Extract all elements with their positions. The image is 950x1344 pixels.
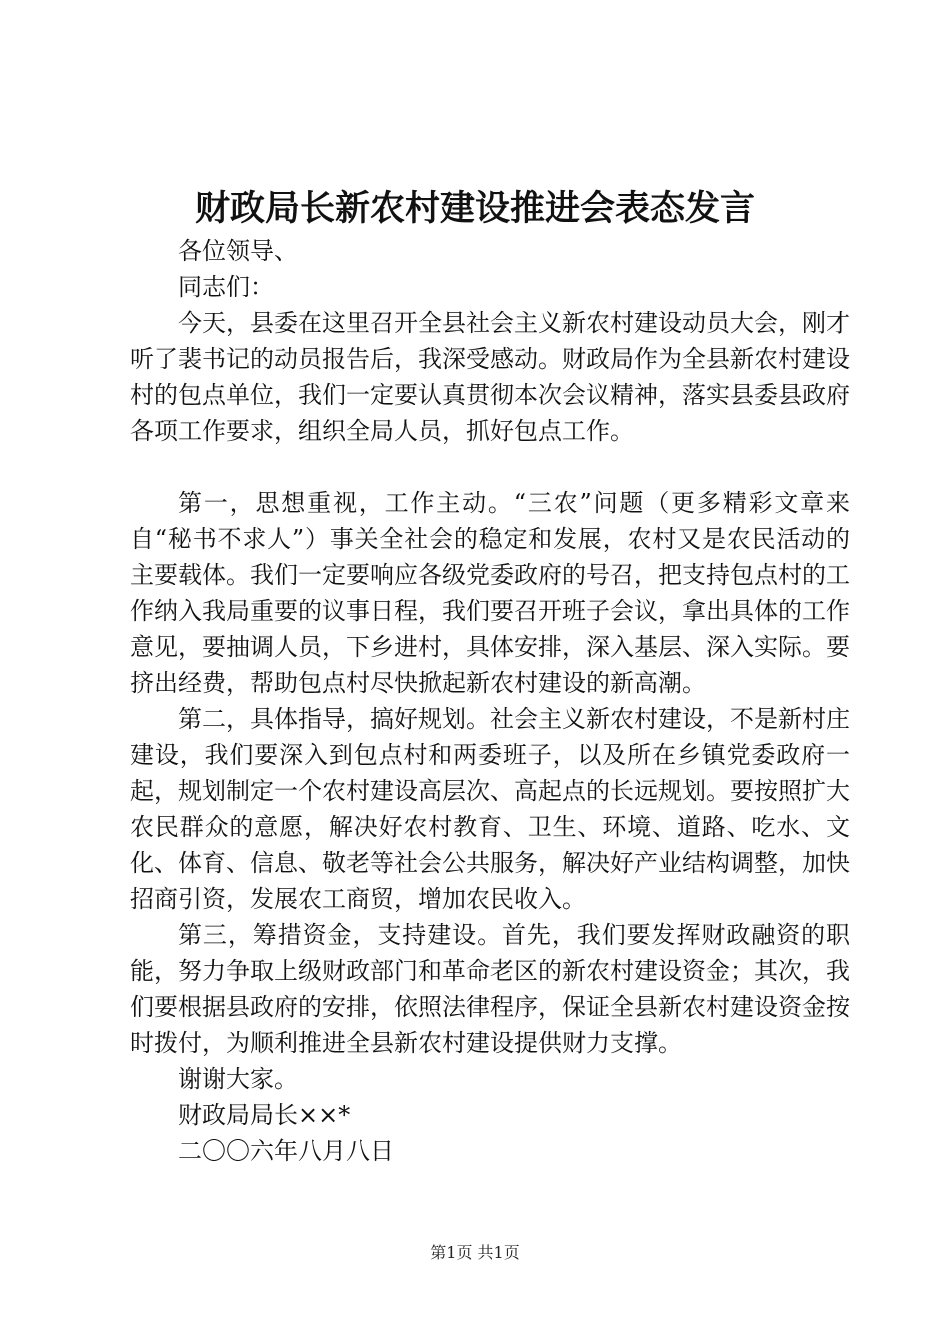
greeting-line-2: 同志们： xyxy=(178,273,274,301)
paragraph-second-point: 第二，具体指导，搞好规划。社会主义新农村建设，不是新村庄建设，我们要深入到包点村和两委班子，以及所在乡镇党委政府一起，规划制定一个农村建设高层次、高起点的长远规划。要按照扩大农民群众的意愿，解决好农村教育、卫生、环境、道路、吃水、文化、体育、信息、敬老等社会公共服务，解决好产业结构调整，加快招商引资，发展农工商贸，增加农民收入。 xyxy=(130,705,850,913)
document-body xyxy=(130,233,850,1169)
signature-line: 财政局局长××* xyxy=(178,1101,351,1129)
date-line: 二〇〇六年八月八日 xyxy=(178,1137,394,1165)
paragraph-spacer xyxy=(130,449,850,485)
paragraph-third-point: 第三，筹措资金，支持建设。首先，我们要发挥财政融资的职能，努力争取上级财政部门和革命老区的新农村建设资金；其次，我们要根据县政府的安排，依照法律程序，保证全县新农村建设资金按时拨付，为顺利推进全县新农村建设提供财力支撑。 xyxy=(130,921,850,1057)
paragraph-intro: 今天，县委在这里召开全县社会主义新农村建设动员大会，刚才听了裴书记的动员报告后，我深受感动。财政局作为全县新农村建设村的包点单位，我们一定要认真贯彻本次会议精神，落实县委县政府各项工作要求，组织全局人员，抓好包点工作。 xyxy=(130,309,850,445)
greeting-line-1: 各位领导、 xyxy=(178,237,298,265)
closing-line: 谢谢大家。 xyxy=(178,1065,298,1093)
page-footer: 第1页 共1页 xyxy=(430,1243,520,1262)
document-title: 财政局长新农村建设推进会表态发言 xyxy=(194,188,755,229)
paragraph-first-point: 第一，思想重视，工作主动。“三农”问题（更多精彩文章来自“秘书不求人”）事关全社会的稳定和发展，农村又是农民活动的主要载体。我们一定要响应各级党委政府的号召，把支持包点村的工作纳入我局重要的议事日程，我们要召开班子会议，拿出具体的工作意见，要抽调人员，下乡进村，具体安排，深入基层、深入实际。要挤出经费，帮助包点村尽快掀起新农村建设的新高潮。 xyxy=(130,489,850,697)
